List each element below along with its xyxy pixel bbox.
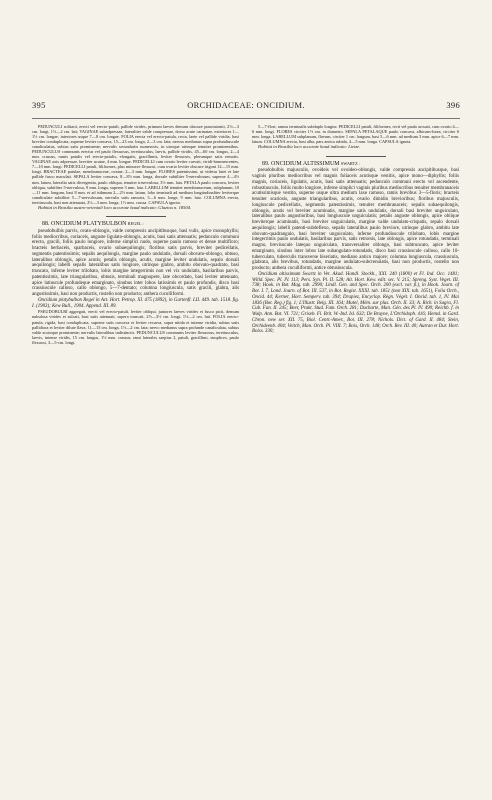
running-title: ORCHIDACEAE: ONCIDIUM. [187, 100, 305, 110]
section-divider [106, 216, 166, 217]
species-heading [32, 221, 239, 228]
header-rule [32, 118, 460, 119]
species-description: PSEUDOBULBI aggregati, erecti vel erecto-patuli, leviter obliqui, juniores laeves virides et fusco picti, demum nubulosa virides et sulcati, basi satis attenuati, supera truncati, 2½—3½ cm. longi, 1½—2 cm. lati. FOLIA erecto-patula, rigida, basi conduplicata, superne satis concava et leviter recurva, supra nitida et intense viridia, subtus satis pallidiora et leviter dilute flava, 11—15 cm. longa, 1½—2 cm. lata; nervo medianus supra profunde canaliculata, subtus valde acutoque prominente; nervulis lateralibus indistinctis. PEDUNCULUS communis leviter flexuosus, teretiusculus, laevis, intense viridis, 15 cm. longus, 1½ mm. crassus; rami laterales saepius 2, patuli, gracillimi, simplices, paulo flexuosi, 3—5-cm. longi, [32, 309, 239, 345]
habitat-note: Habitat in Brasilia loco accurate haud indicato: Lietze. [258, 144, 361, 150]
right-column [252, 124, 459, 335]
left-column [32, 124, 239, 345]
species-author: REGEL : [127, 221, 144, 227]
section-divider [326, 156, 386, 157]
species-heading [252, 161, 459, 168]
species-author: SWARTZ : [340, 160, 361, 166]
species-name: 88. ONCIDIUM PLATYBULBON [42, 221, 127, 228]
species-name: 89. ONCIDIUM ALTISSIMUM [262, 160, 340, 167]
page-number-left: 395 [32, 100, 46, 110]
page-number-right: 396 [446, 100, 460, 110]
species-diagnosis: pseudobulbis parvis, ovato-oblongis, valde compressis ancipitibusque, basi vulis, apice monophyllis; foliis mediocribus, coriaceis, anguste ligulato-oblongis, acutis, basi satis attenuatis; pedunculo communi erecto, gracili, foliis paulo longiore, inferne simplici nudo, superne paulo ramoso et dense multifloro; bracteis herbaceis, sparbaceis, ovario subaequilongis; floribus satis parvis, breviter pedicellatis, segmentis patentissimis; sepalis aequilongis, margine paulo undulatis, dorsali obovato-oblongo, obtuso, lateralibus oblongis, apice acutis; petalis oblongis, acutis, margine leviter undulatis, sepalo dorsali aequilongis; labelli sepalis lateralibus satis longiore, utrinque glabro, ambitu obovato-quadrato, basi truncato, inferne leviter trilobato, lobis margine integerrimis non vel vix undulatis, basilaribus parvis, patentissimis, late triangularibus, obtusis, terminali magnopere, late obcordato, basi leviter attenuato, apice latiuscule profundeque emarginato, sinubus inter lobos latissimis et paulo profundis, disco basi crassiuscule calloso, callo oblongo, 5—7-dentato; columna longiuscula, satis gracili, glabra, alis angustissimis, basi non productis, rostello non producto; anthera cuculliformi. [32, 228, 239, 298]
running-header [32, 100, 460, 114]
species-diagnosis: pseudobulbis majusculis, ovoideis vel ovoideo-oblongis, valde compressis ancipitibusque, basi vaginis pluribus mediocribus vel magnis foliaceis acutisque vestitis, apice mono—diphyllis; foliis magnis, coriaceis, ligulatis, acutis, basi satis attenuatis; pedunculo communi erecto vel ascendente, robustiusculo, foliis multo longiore, inferne simplici vaginis pluribus mediocribus tenuiter membranaceis acutissimisque vestito, superne usque ultra medium laxe ramoso, ramis brevibus 3—5-floris; bracteis tenuiter scariosis, anguste triangularibus, acutis, ovario dimidio brevioribus; floribus majusculis, longiuscule pedicellatis, segmentis patentissimis, tenuiter membranaceis; sepalis subaequilongis, oblongis, acutis vel breviter acuminatis, margine satis undulatis, dorsali basi breviter unguiculato, lateralibus paulo angustioribus, basi longiuscule unguiculatis; petalis anguste oblongis, apice oblique breviterque acuminatis, basi breviter unguiculatis, margine valde undulato-crispatis, sepalo dorsali aequilongis; labelli patenti-subdeflexo, sepalis lateralibus paulo breviore, utrinque glabro, ambitu late obovato-quadrangulo, basi breviter unguiculato, inferne profundiuscule trilobato, lobis margine integerrimis paulo undulatis, basilaribus parvis, satis retrorsis, late oblongis, apice rotundatis, terminali magno, breviuscule latequo unguiculato, transversaliter oblongo, basi subtruncato, apice leviter emarginato, sinubus inter lobos late subangulato-rotundatis, disco basi crassiuscule calloso, callo 10-tuberculato, tuberculis transverse biseriatis, mediano antico majore; columna longiuscula, crassiuscula, glabrata, alis brevibus, rotundatis, margine undulato-subcrenulatis, basi non productis, rostello non producto; anthera cuculliformi, antice obtusiuscula. [252, 168, 459, 272]
bibliography: Oncidium altissimum Swartz in Vet. Akad. Handl. Stockh., XXI. 240 (1800) et Fl. Ind. Occ. 1481; Willd. Spec. Pl. IV. 113; Pers. Syn. Pl. II. 528; Ait. Hort. Kew. edit. sec. V. 215; Spreng. Syst. Veget. III. 738; Hook. in Bot. Mag. tab. 2990; Lindl. Gen. and Spec. Orch. 200 (excl. var. β.), in Hook. Journ. of Bot. I. 7, Lond. Journ. of Bot. III. 537, in Bot. Regist. XXXI. tab. 1851 (non XIX. tab. 1651), Folia Orch., Oncid. 44; Kerner, Hort. Semperv. tab. 394; Drapiez, Encyclop. Règn. Végét. I. Oncid. tab. 1, IV. Mai 1836 (Bot. Reg.) fig. 1; L'Illustr. Belg. III. 164; Mutel, Mém. sur plus. Orch. II. 33; A. Rich. in Sagra, Fl. Cub. Fan. II. 245; Beer, Prakt. Stud. Fam. Orch. 281; Ducharte, Man. Gén. des Pl. IV. 490; Reichb. f. in Walp. Ann. Bot. VI. 721; Griseb. Fl. Brit. W.-Ind. Isl. 632; De Bruyne, L'Orchidoph. 416; Hemsl. in Gard. Chron. new ser. XII. 75, Biol. Centr.-Amer., Bot. III. 278; Nichols. Dict. of Gard. II. 484; Stein, Orchideenb. 404; Veitch, Man. Orch. Pl. VIII. 7; Bois, Orch. 148; Orch. Rev. III. 40; Autran et Dur. Hort. Boiss. 330; [252, 271, 459, 335]
continued-description: PEDUNCULI solitarii, erecti vel erecto-patuli, pallide virides, primum laeves demum obscure punctatoniti, 2½—3 cm. longi, 1½—2 cm. lati; VAGINAE subadpressae, lateraliter valde compressae, dorso acute carinatae, exteriores 1—1½ cm. longae, interiores usque 7—8 cm. longae. FOLIA erecta vel erecto-patula, recta, laete vel pallide viridia, basi breviter conduplicata, superne leviter concava, 15—23 cm. longa, 2—3 cm. lata; nervus medianus supra profundiuscule canaliculatus, subtus satis prominente; nervulis secundariis numerosis, in utroque utrinque tenuiter prominentibus. PEDUNCULUS communis erectus vel paulo flexuosus, teretiusculus, laevis, pallide viridis, 45—60 cm. longus, 2—4 mm. crassus, ramis patulis vel erecto-patulis, elongatis, gracillimis, leviter flexuosis, plerumque satis remotis. VAGINAE axis adpressae, breviter acutae, 4 mm. longae. PEDICELLI cum ovario leviter curvati, viridi-brunnescentes, 7—10 mm. longi. PEDICELLI patuli, filiformes, plus minusve flexuosi, cum ovario leviter obscure trigoni 12—15 mm. longi. BRACTEAE patulae, membranaceae, ovatae, 2—3 mm. longae. FLORES patentissimi, ut videtur lutei et late pallide fusco maculati. SEPALA leviter concava, 8—8½ mm. longa, dorsale subtiliter 5-nervulosum, superne 4—4½ mm. latum, lateralia satis divergentia, paulo obliqua, tenuiter triservulosa, 3½ mm. lata. PETALA paulo concava, leviter obliqua, subtiliter 5-nervulosa, 9 mm. longa, superne 3 mm. lata. LABELLUM tenuiter membranaceum, subplanum, 10—11 mm. longum, basi 8 mm. et ad isthmum 2—2½ mm. latum, lobo terminali ad medium longitudinaliter leviterque canaliculate subtiliter 5—7-nervulosum, nervulis satis ramosis, 5—6 mm. longe, 9 mm. lato. COLUMNA erecta, teretiuscula, basi non attenuata, 2½—3 mm. longa, 1½ mm. crassa. CAPSULA ignota. [32, 124, 239, 205]
habitat-note: Habitat in Brasilia austro-orientali loco accurate haud indicato: Glaziou n. 18504. [38, 204, 192, 210]
continued-description: 5—7-flori; ramus terminalis subduplo longior. PEDICELLI patuli, filiformes, recti vel paulo arcuati, cum ovario 4—6 mm. longi. FLORES circiter 1½ cm. in diametro. SEPALA PETALAQUE paulo concava, albicans-lutea, circiter 6 mm. longa. LABELLUM subplanum, flavum, circiter 1 cm. longum, basi 5—6 mm. ad medium 3 mm. apice 6—7 mm. latum. COLUMNA erecta, basi alba, pars antica rubida, 4—5 mm. longa. CAPSULA ignota. [252, 124, 459, 145]
bibliography: Oncidium platybulbon Regel in Act. Hort. Petrop. XI. 475 (1892), in Gartenfl. LII. 449. tab. 1518. fig. I. (1903); Kew Bull., 1904. Append. III. 89. [32, 297, 239, 309]
